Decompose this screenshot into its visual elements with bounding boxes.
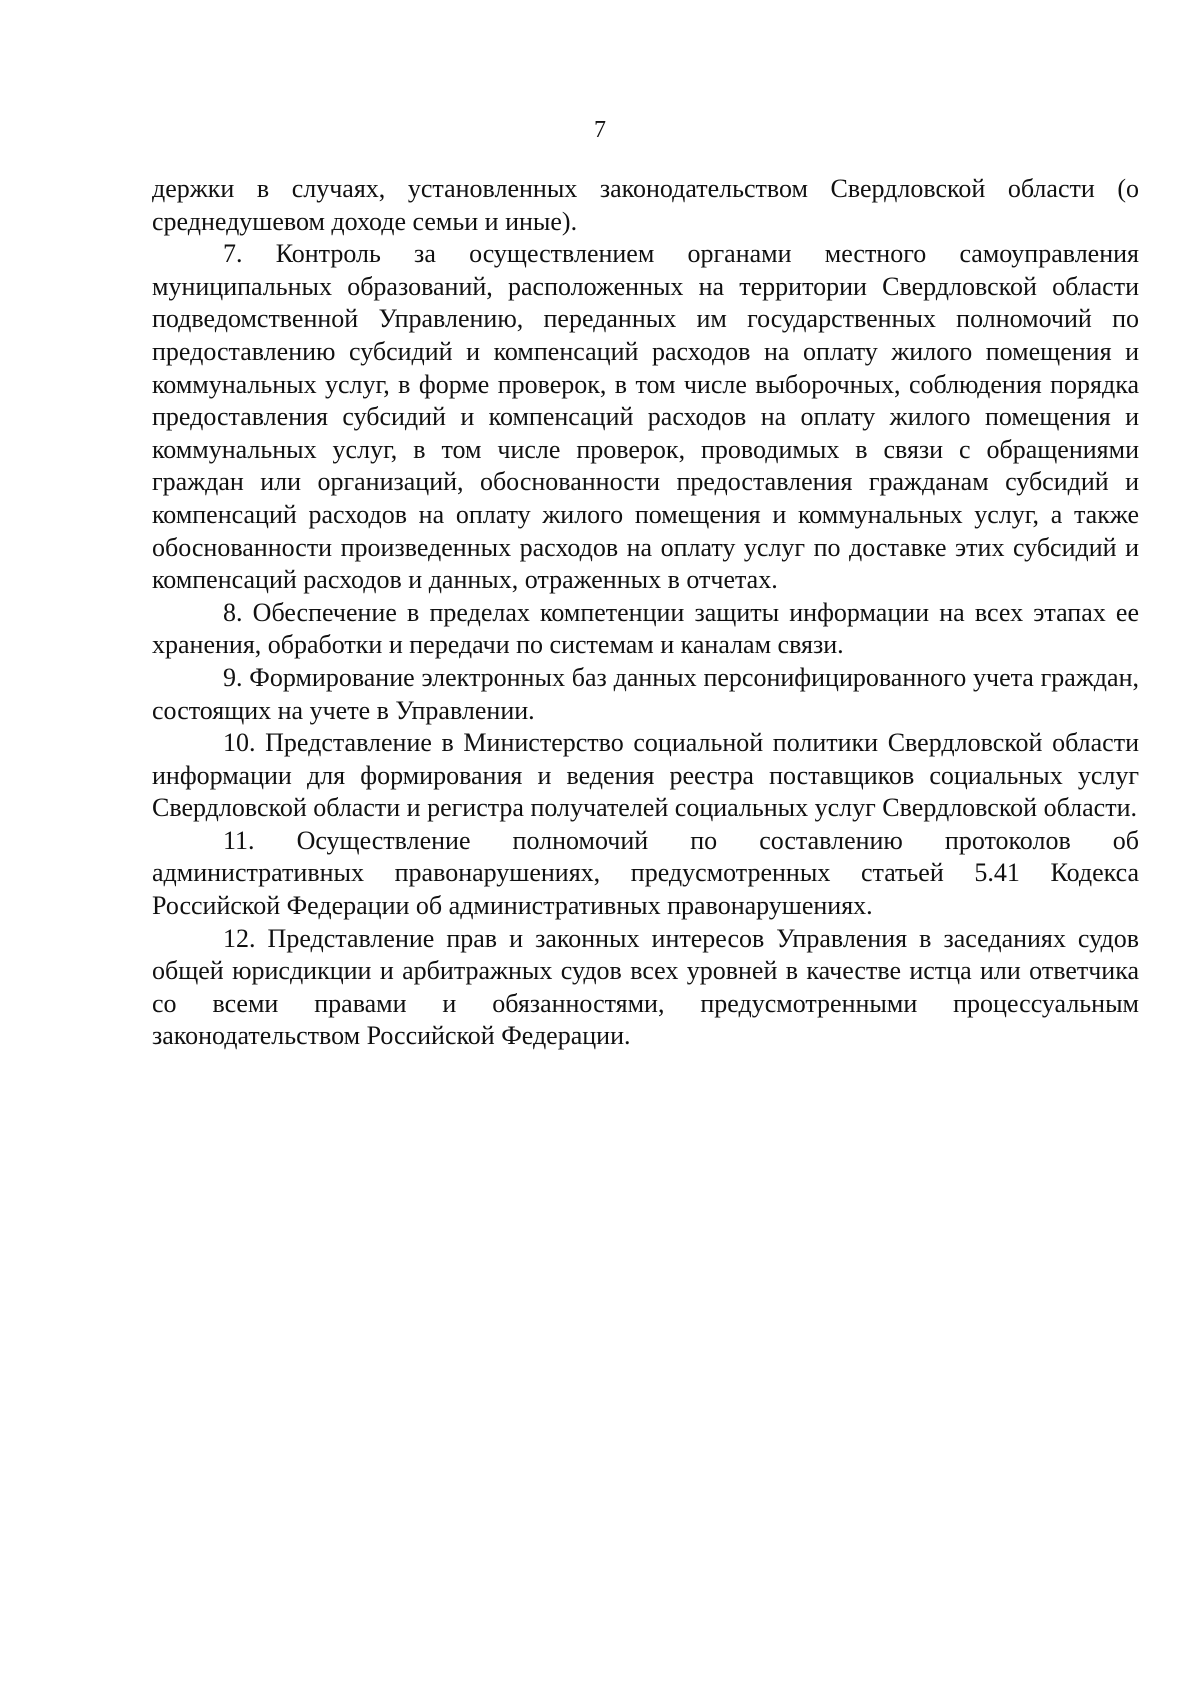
paragraph-continuation: держки в случаях, установленных законодательством Свердловской области (о среднедушевом доходе семьи и иные). (152, 174, 1139, 236)
page-number: 7 (594, 117, 606, 143)
paragraph-item-8: 8. Обеспечение в пределах компетенции защиты информации на всех этапах ее хранения, обработки и передачи по системам и каналам связи. (152, 597, 1139, 660)
paragraph-item-7: 7. Контроль за осуществлением органами местного самоуправления муниципальных образований, расположенных на территории Свердловской области подведомственной Управлению, переданных им государственных полномочий по предоставлению субсидий и компенсаций расходов на оплату жилого помещения и коммунальных услуг, в форме проверок, в том числе выборочных, соблюдения порядка предоставления субсидий и компенсаций расходов на оплату жилого помещения и коммунальных услуг, в том числе проверок, проводимых в связи с обращениями граждан или организаций, обоснованности предоставления гражданам субсидий и компенсаций расходов на оплату жилого помещения и коммунальных услуг, а также обоснованности произведенных расходов на оплату услуг по доставке этих субсидий и компенсаций расходов и данных, отраженных в отчетах. (152, 239, 1139, 595)
paragraph-item-12: 12. Представление прав и законных интересов Управления в заседаниях судов общей юрисдикции и арбитражных судов всех уровней в качестве истца или ответчика со всеми правами и обязанностями, предусмотренными процессуальным законодательством Российской Федерации. (152, 923, 1139, 1051)
paragraph-item-11: 11. Осуществление полномочий по составлению протоколов об административных правонарушениях, предусмотренных статьей 5.41 Кодекса Российской Федерации об административных правонарушениях. (152, 825, 1139, 921)
paragraph-item-10: 10. Представление в Министерство социальной политики Свердловской области информации для формирования и ведения реестра поставщиков социальных услуг Свердловской области и регистра получателей социальных услуг Свердловской области. (152, 728, 1139, 823)
paragraph-item-9: 9. Формирование электронных баз данных персонифицированного учета граждан, состоящих на учете в Управлении. (152, 662, 1139, 725)
document-body (152, 173, 1139, 1053)
